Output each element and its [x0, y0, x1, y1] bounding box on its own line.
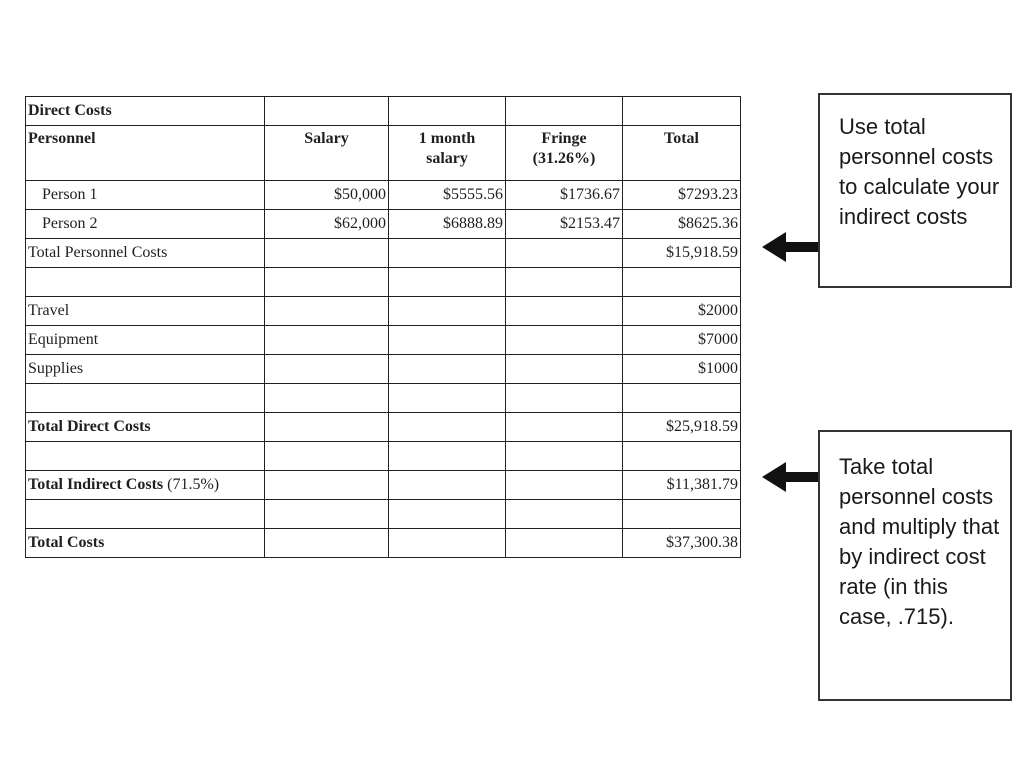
person-salary: $62,000: [265, 210, 389, 239]
empty-cell: [389, 500, 506, 529]
salary-column-header: Salary: [265, 126, 389, 181]
empty-cell: [265, 268, 389, 297]
total-column-header: Total: [623, 126, 741, 181]
spacer-row: [26, 442, 741, 471]
indirect-rate: (71.5%): [163, 476, 220, 493]
empty-cell: [265, 471, 389, 500]
empty-cell: [26, 384, 265, 413]
callout-indirect-note: Take total personnel costs and multiply that by indirect cost rate (in this case, .715).: [818, 430, 1012, 701]
fringe-header-line1: Fringe: [541, 130, 587, 147]
empty-cell: [506, 239, 623, 268]
table-row: [26, 326, 741, 355]
empty-cell: [265, 97, 389, 126]
empty-cell: [506, 384, 623, 413]
travel-label: Travel: [26, 297, 265, 326]
month-header-line1: 1 month: [418, 130, 476, 147]
spacer-row: [26, 500, 741, 529]
empty-cell: [506, 413, 623, 442]
callout-personnel-note: Use total personnel costs to calculate your indirect costs: [818, 93, 1012, 288]
empty-cell: [506, 529, 623, 558]
person-total: $7293.23: [623, 181, 741, 210]
empty-cell: [389, 529, 506, 558]
total-personnel-label: Total Personnel Costs: [26, 239, 265, 268]
person-fringe: $2153.47: [506, 210, 623, 239]
empty-cell: [506, 471, 623, 500]
left-arrow-icon: [760, 460, 822, 494]
personnel-column-header: Personnel: [26, 126, 265, 181]
empty-cell: [265, 529, 389, 558]
empty-cell: [389, 384, 506, 413]
person-total: $8625.36: [623, 210, 741, 239]
person-month-salary: $6888.89: [389, 210, 506, 239]
fringe-column-header: [506, 126, 623, 181]
empty-cell: [506, 500, 623, 529]
empty-cell: [389, 442, 506, 471]
total-indirect-label: Total Indirect Costs: [28, 476, 164, 493]
total-costs-value: $37,300.38: [623, 529, 741, 558]
table-row: [26, 297, 741, 326]
table-row: [26, 239, 741, 268]
empty-cell: [506, 326, 623, 355]
spacer-row: [26, 268, 741, 297]
empty-cell: [389, 413, 506, 442]
supplies-value: $1000: [623, 355, 741, 384]
empty-cell: [389, 471, 506, 500]
table-row: [26, 471, 741, 500]
empty-cell: [623, 97, 741, 126]
person-month-salary: $5555.56: [389, 181, 506, 210]
table-row: [26, 210, 741, 239]
empty-cell: [389, 97, 506, 126]
person-fringe: $1736.67: [506, 181, 623, 210]
travel-value: $2000: [623, 297, 741, 326]
empty-cell: [389, 355, 506, 384]
empty-cell: [265, 384, 389, 413]
empty-cell: [623, 384, 741, 413]
equipment-value: $7000: [623, 326, 741, 355]
empty-cell: [506, 442, 623, 471]
equipment-label: Equipment: [26, 326, 265, 355]
table-row: [26, 181, 741, 210]
budget-table: [25, 96, 741, 558]
empty-cell: [623, 268, 741, 297]
empty-cell: [389, 268, 506, 297]
empty-cell: [389, 239, 506, 268]
month-salary-column-header: [389, 126, 506, 181]
person-name: Person 1: [26, 181, 265, 210]
month-header-line2: salary: [426, 150, 468, 167]
table-header-row: [26, 126, 741, 181]
table-row: [26, 413, 741, 442]
supplies-label: Supplies: [26, 355, 265, 384]
empty-cell: [506, 355, 623, 384]
empty-cell: [26, 500, 265, 529]
empty-cell: [265, 442, 389, 471]
table-row: [26, 355, 741, 384]
empty-cell: [265, 355, 389, 384]
empty-cell: [265, 239, 389, 268]
empty-cell: [26, 268, 265, 297]
empty-cell: [623, 442, 741, 471]
total-costs-label: Total Costs: [26, 529, 265, 558]
table-row: [26, 97, 741, 126]
total-direct-label: Total Direct Costs: [26, 413, 265, 442]
direct-costs-heading: Direct Costs: [26, 97, 265, 126]
left-arrow-icon: [760, 230, 822, 264]
empty-cell: [506, 97, 623, 126]
total-personnel-value: $15,918.59: [623, 239, 741, 268]
empty-cell: [623, 500, 741, 529]
empty-cell: [265, 500, 389, 529]
empty-cell: [265, 297, 389, 326]
empty-cell: [389, 297, 506, 326]
empty-cell: [26, 442, 265, 471]
table-row: [26, 529, 741, 558]
empty-cell: [506, 268, 623, 297]
person-salary: $50,000: [265, 181, 389, 210]
fringe-header-line2: (31.26%): [532, 150, 596, 167]
empty-cell: [506, 297, 623, 326]
empty-cell: [389, 326, 506, 355]
person-name: Person 2: [26, 210, 265, 239]
empty-cell: [265, 413, 389, 442]
empty-cell: [265, 326, 389, 355]
spacer-row: [26, 384, 741, 413]
total-indirect-label-cell: [26, 471, 265, 500]
total-indirect-value: $11,381.79: [623, 471, 741, 500]
total-direct-value: $25,918.59: [623, 413, 741, 442]
